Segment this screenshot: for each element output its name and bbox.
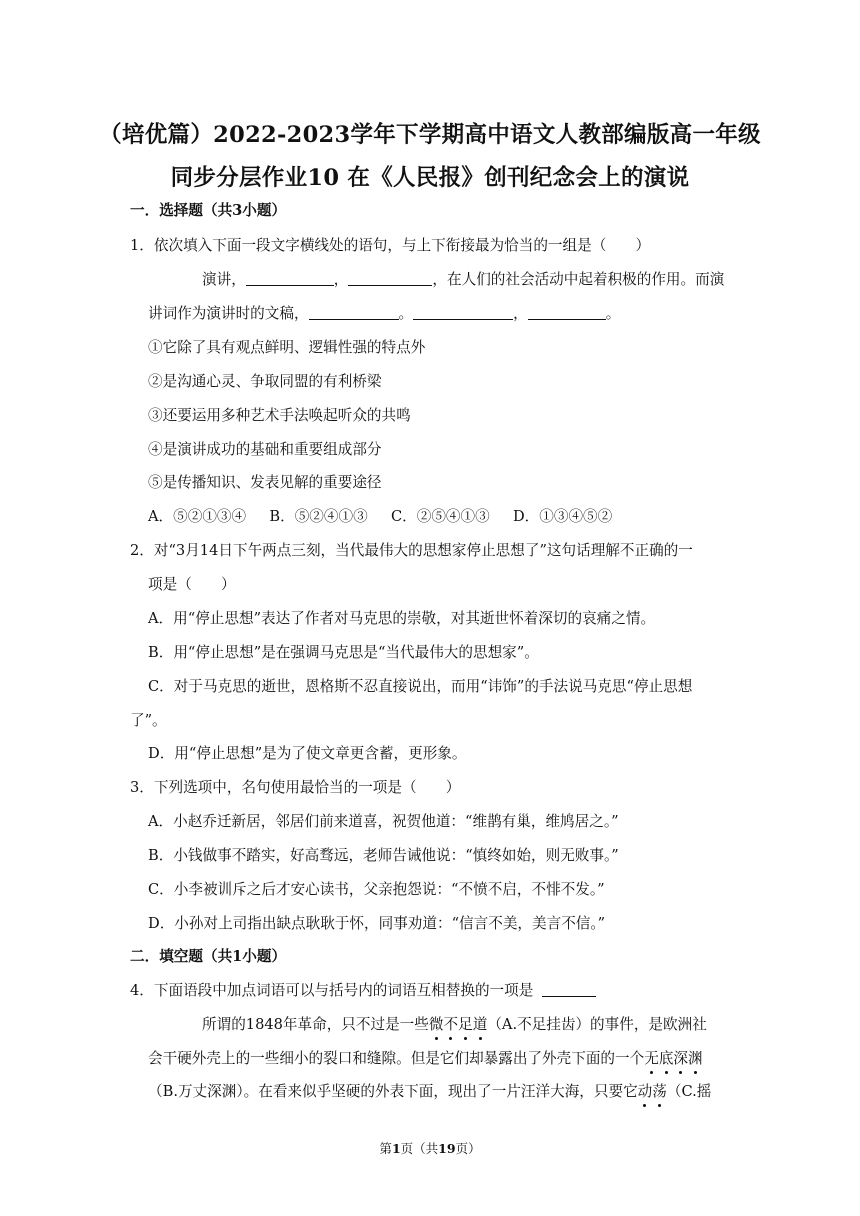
- emphasis-char: 动: [637, 1083, 653, 1100]
- q2-option-a[interactable]: A．用“停止思想”表达了作者对马克思的崇敬，对其逝世怀着深切的哀痛之情。: [148, 610, 656, 627]
- section-heading-choice: 一．选择题（共3小题）: [130, 202, 287, 219]
- q1-option-d[interactable]: D．①③④⑤②: [512, 508, 613, 525]
- q4-stem: [130, 981, 596, 1001]
- q1-passage-text: 。: [398, 305, 414, 322]
- q1-passage-text: 讲词作为演讲时的文稿，: [148, 305, 309, 322]
- q4-passage-text: （C.摇: [666, 1083, 712, 1100]
- q3-option-d[interactable]: D．小孙对上司指出缺点耿耿于怀，同事劝道：“信言不美，美言不信。”: [148, 915, 606, 932]
- answer-blank: [309, 304, 399, 320]
- footer-page-number: 1: [391, 1141, 401, 1156]
- q1-item: ③还要运用多种艺术手法唤起听众的共鸣: [148, 407, 411, 424]
- q4-dotted-word-1: [429, 1016, 487, 1033]
- q1-passage-text: ，: [333, 271, 349, 288]
- emphasis-char: 渊: [688, 1050, 703, 1067]
- q1-passage-line-2: [148, 304, 620, 324]
- q1-stem: 1．依次填入下面一段文字横线处的语句，与上下衔接最为恰当的一组是（ ）: [130, 237, 651, 254]
- q1-item: ⑤是传播知识、发表见解的重要途径: [148, 474, 382, 491]
- footer-text: 页）: [455, 1141, 481, 1156]
- emphasis-char: 微: [428, 1016, 444, 1033]
- q1-option-b[interactable]: B．⑤②④①③: [269, 508, 368, 525]
- q4-dotted-word-3: [638, 1083, 667, 1100]
- q4-passage-text: （A.不足挂齿）的事件，是欧洲社: [487, 1016, 707, 1033]
- q2-option-d[interactable]: D．用“停止思想”是为了使文章更含蓄，更形象。: [148, 745, 467, 762]
- q1-item: ④是演讲成功的基础和重要组成部分: [148, 441, 382, 458]
- q1-option-a[interactable]: A．⑤②①③④: [148, 508, 247, 525]
- q3-option-c[interactable]: C．小李被训斥之后才安心读书，父亲抱怨说：“不愤不启，不悱不发。”: [148, 881, 605, 898]
- q1-options: [148, 507, 612, 527]
- footer-text: 页（共: [400, 1141, 439, 1156]
- q4-passage-line-2: [148, 1049, 703, 1069]
- emphasis-char: 足: [458, 1016, 473, 1033]
- q1-passage-line-1: [202, 270, 724, 290]
- q4-passage-text: （B.万丈深渊）。在看来似乎坚硬的外表下面，现出了一片汪洋大海，只要它: [148, 1083, 638, 1100]
- emphasis-char: 道: [472, 1016, 488, 1033]
- q2-option-c[interactable]: C．对于马克思的逝世，恩格斯不忍直接说出，而用“讳饰”的手法说马克思“停止思想: [148, 678, 693, 695]
- footer-total-pages: 19: [438, 1141, 456, 1156]
- page-footer: [0, 1139, 860, 1157]
- q2-stem-line-1: 2．对“3月14日下午两点三刻，当代最伟大的思想家停止思想了”这句话理解不正确的一: [130, 542, 693, 559]
- q4-passage-line-3: [148, 1082, 711, 1102]
- q4-passage-text: 会干硬外壳上的一些细小的裂口和缝隙。但是它们却暴露出了外壳下面的一个: [148, 1050, 645, 1067]
- answer-blank: [528, 304, 606, 320]
- q3-stem: 3．下列选项中，名句使用最恰当的一项是（ ）: [130, 779, 461, 796]
- q1-passage-text: ，: [513, 305, 528, 322]
- q2-option-c-cont: 了”。: [130, 712, 167, 729]
- title-line-2: 同步分层作业10 在《人民报》创刊纪念会上的演说: [170, 165, 690, 191]
- answer-blank: [413, 304, 513, 320]
- q3-option-b[interactable]: B．小钱做事不踏实，好高骛远，老师告诫他说：“慎终如始，则无败事。”: [148, 847, 619, 864]
- emphasis-char: 无: [644, 1050, 659, 1067]
- q4-stem-text: 4．下面语段中加点词语可以与括号内的词语互相替换的一项是: [130, 982, 534, 999]
- emphasis-char: 深: [673, 1050, 689, 1067]
- answer-blank: [246, 270, 334, 286]
- q2-stem-line-2: 项是（ ）: [148, 576, 236, 593]
- q1-passage-text: ，在人们的社会活动中起着积极的作用。而演: [432, 271, 725, 288]
- answer-blank[interactable]: [542, 981, 596, 997]
- q1-item: ②是沟通心灵、争取同盟的有利桥梁: [148, 373, 382, 390]
- title-line-1: （培优篇）2022-2023学年下学期高中语文人教部编版高一年级: [99, 122, 761, 148]
- q1-item: ①它除了具有观点鲜明、逻辑性强的特点外: [148, 339, 426, 356]
- q1-passage-text: 演讲，: [202, 271, 246, 288]
- q3-option-a[interactable]: A．小赵乔迁新居，邻居们前来道喜，祝贺他道：“维鹊有巢，维鸠居之。”: [148, 813, 619, 830]
- emphasis-char: 底: [658, 1050, 674, 1067]
- q4-passage-line-1: [202, 1015, 707, 1035]
- emphasis-char: 不: [443, 1016, 459, 1033]
- q1-option-c[interactable]: C．②⑤④①③: [390, 508, 490, 525]
- footer-text: 第: [379, 1141, 392, 1156]
- section-heading-fill: 二．填空题（共1小题）: [130, 948, 287, 965]
- emphasis-char: 荡: [652, 1083, 667, 1100]
- q1-passage-text: 。: [605, 305, 621, 322]
- q4-passage-text: 所谓的1848年革命，只不过是一些: [202, 1016, 429, 1033]
- q2-option-b[interactable]: B．用“停止思想”是在强调马克思是“当代最伟大的思想家”。: [148, 644, 539, 661]
- answer-blank: [348, 270, 432, 286]
- q4-dotted-word-2: [644, 1050, 702, 1067]
